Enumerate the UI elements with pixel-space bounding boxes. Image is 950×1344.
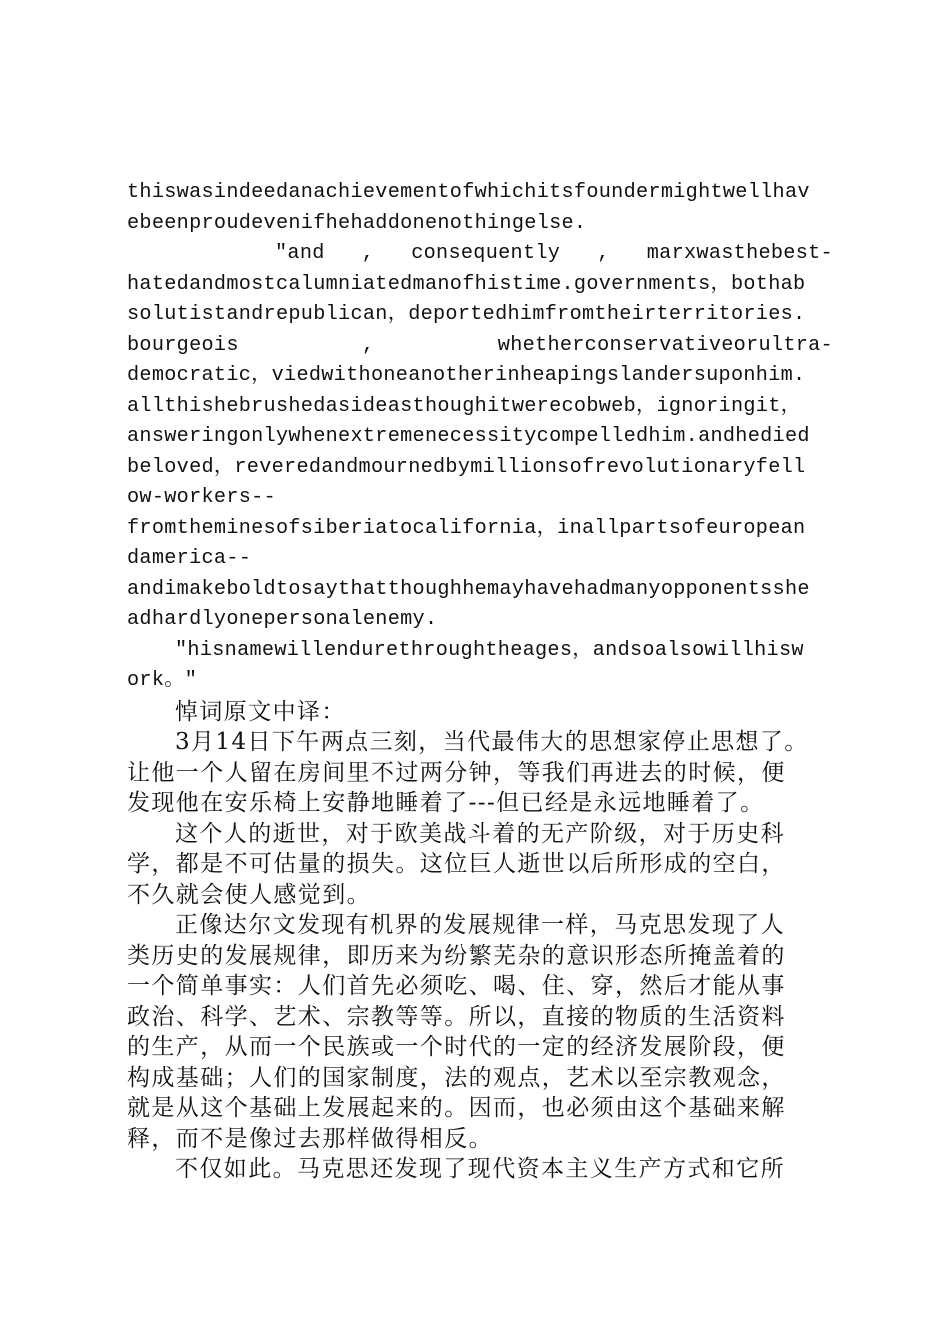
word: whetherconservativeorultra- [497, 333, 833, 357]
text-line: 发现他在安乐椅上安静地睡着了---但已经是永远地睡着了。 [127, 790, 765, 816]
document-page [127, 178, 833, 1185]
text-line: 不仅如此。马克思还发现了现代资本主义生产方式和它所 [175, 1156, 785, 1182]
word: "and [275, 242, 325, 265]
text-line: ork。" [127, 669, 198, 692]
text-line: adhardlyonepersonalenemy. [127, 608, 438, 631]
text-line: 构成基础；人们的国家制度，法的观点，艺术以至宗教观念， [127, 1064, 786, 1091]
text-line: thiswasindeedanachievementofwhichitsfoundermightwellhav [127, 181, 810, 204]
word: , [597, 242, 610, 265]
text-line: 就是从这个基础上发展起来的。因而，也必须由这个基础来解 [127, 1095, 786, 1121]
text-line: 3月14日下午两点三刻，当代最伟大的思想家停止思想了。 [175, 729, 809, 755]
section-heading: 悼词原文中译： [175, 698, 346, 725]
text-line: 学，都是不可估量的损失。这位巨人逝世以后所形成的空白， [127, 851, 786, 877]
text-line: fromtheminesofsiberiatocalifornia，inallpartsofeuropean [127, 516, 806, 540]
text-line: solutistandrepublican，deportedhimfromtheirterritories. [127, 303, 806, 326]
text-line: damerica-- [127, 547, 252, 570]
text-line: "hisnamewillendurethroughtheages，andsoalsowillhisw [175, 638, 804, 662]
text-line: 这个人的逝世，对于欧美战斗着的无产阶级，对于历史科 [175, 820, 785, 847]
text-line: 正像达尔文发现有机界的发展规律一样，马克思发现了人 [175, 912, 785, 938]
text-line: beloved，reveredandmournedbymillionsofrevolutionaryfell [127, 455, 806, 479]
text-line: 让他一个人留在房间里不过两分钟，等我们再进去的时候，便 [127, 759, 786, 786]
text-line: democratic，viedwithoneanotherinheapingslandersuponhim. [127, 364, 806, 387]
text-line: 政治、科学、艺术、宗教等等。所以，直接的物质的生活资料 [127, 1003, 786, 1030]
text-line: hatedandmostcalumniatedmanofhistime.governments，bothab [127, 272, 806, 296]
word: , [361, 242, 375, 265]
word: marxwasthebest- [646, 242, 833, 265]
word: consequently [411, 242, 561, 265]
text-line: 一个简单事实：人们首先必须吃、喝、住、穿，然后才能从事 [127, 973, 786, 999]
text-line: 的生产，从而一个民族或一个时代的一定的经济发展阶段，便 [127, 1034, 786, 1060]
text-line: 类历史的发展规律，即历来为纷繁芜杂的意识形态所掩盖着的 [127, 942, 786, 969]
text-line: 不久就会使人感觉到。 [127, 881, 371, 908]
text-line-justified [127, 239, 833, 270]
text-line: allthishebrushedasideasthoughitwerecobweb，ignoringit， [127, 394, 802, 418]
word: bourgeois [127, 333, 239, 357]
text-line-justified [127, 331, 833, 362]
text-line: answeringonlywhenextremenecessitycompelledhim.andhedied [127, 425, 810, 448]
text-line: ow-workers-- [127, 486, 276, 509]
word: , [362, 333, 375, 357]
text-line: 释，而不是像过去那样做得相反。 [127, 1125, 493, 1152]
text-line: andimakeboldtosaythatthoughhemayhavehadmanyopponentsshe [127, 577, 810, 601]
text-line: ebeenproudevenifhehaddonenothingelse. [127, 211, 587, 235]
